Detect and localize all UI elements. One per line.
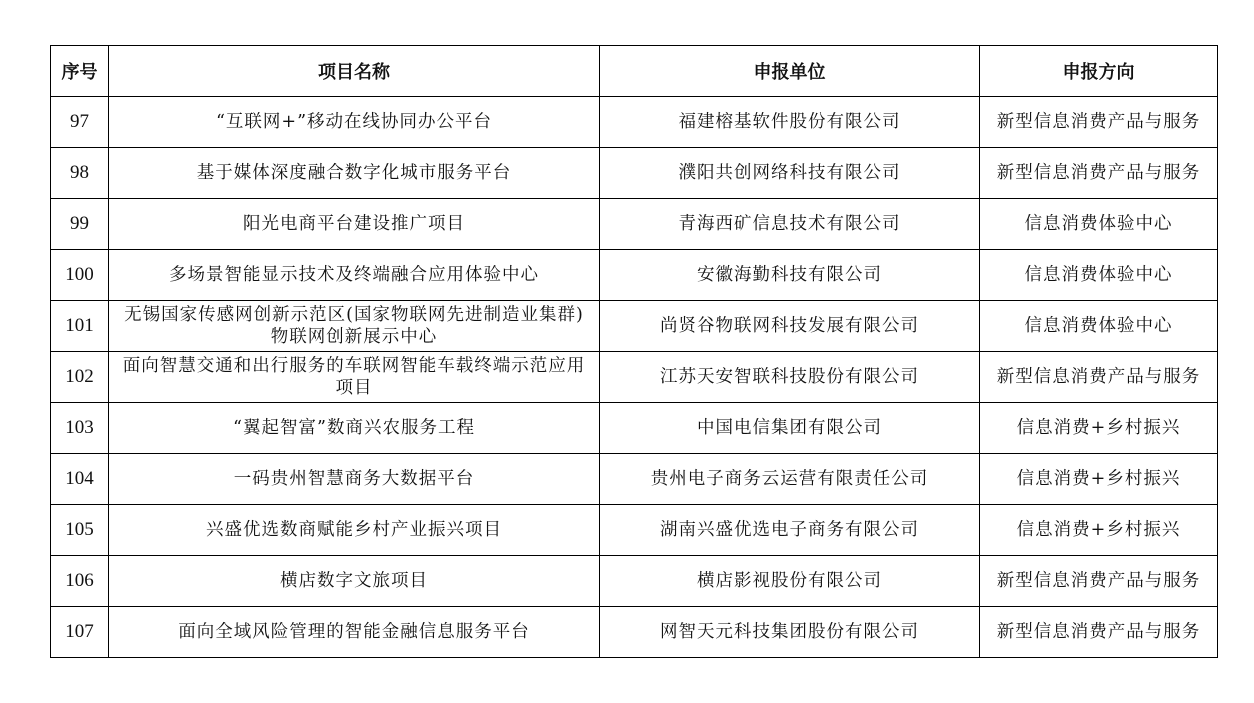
cell-serial-number: 105	[51, 505, 109, 556]
cell-applicant-unit: 横店影视股份有限公司	[600, 556, 980, 607]
cell-direction: 新型信息消费产品与服务	[980, 148, 1218, 199]
cell-direction: 新型信息消费产品与服务	[980, 352, 1218, 403]
header-direction: 申报方向	[980, 46, 1218, 97]
cell-serial-number: 107	[51, 607, 109, 658]
table-row	[51, 607, 1218, 658]
header-serial-number: 序号	[51, 46, 109, 97]
cell-project-name: 无锡国家传感网创新示范区(国家物联网先进制造业集群)物联网创新展示中心	[109, 301, 600, 352]
cell-serial-number: 99	[51, 199, 109, 250]
table-row	[51, 454, 1218, 505]
cell-applicant-unit: 尚贤谷物联网科技发展有限公司	[600, 301, 980, 352]
cell-applicant-unit: 贵州电子商务云运营有限责任公司	[600, 454, 980, 505]
cell-applicant-unit: 江苏天安智联科技股份有限公司	[600, 352, 980, 403]
cell-project-name: “翼起智富”数商兴农服务工程	[109, 403, 600, 454]
cell-applicant-unit: 安徽海勤科技有限公司	[600, 250, 980, 301]
cell-project-name: 阳光电商平台建设推广项目	[109, 199, 600, 250]
cell-applicant-unit: 青海西矿信息技术有限公司	[600, 199, 980, 250]
cell-project-name: 面向智慧交通和出行服务的车联网智能车载终端示范应用项目	[109, 352, 600, 403]
cell-serial-number: 97	[51, 97, 109, 148]
table-row	[51, 301, 1218, 352]
cell-direction: 信息消费+乡村振兴	[980, 403, 1218, 454]
table-body	[51, 97, 1218, 658]
project-table	[50, 45, 1218, 658]
cell-direction: 信息消费体验中心	[980, 301, 1218, 352]
cell-project-name: 横店数字文旅项目	[109, 556, 600, 607]
cell-direction: 新型信息消费产品与服务	[980, 97, 1218, 148]
cell-project-name: “互联网+”移动在线协同办公平台	[109, 97, 600, 148]
cell-direction: 信息消费+乡村振兴	[980, 505, 1218, 556]
cell-applicant-unit: 网智天元科技集团股份有限公司	[600, 607, 980, 658]
cell-project-name: 兴盛优选数商赋能乡村产业振兴项目	[109, 505, 600, 556]
cell-applicant-unit: 濮阳共创网络科技有限公司	[600, 148, 980, 199]
table-row	[51, 352, 1218, 403]
table-row	[51, 556, 1218, 607]
cell-serial-number: 106	[51, 556, 109, 607]
table-row	[51, 250, 1218, 301]
cell-serial-number: 102	[51, 352, 109, 403]
cell-direction: 新型信息消费产品与服务	[980, 607, 1218, 658]
table-row	[51, 148, 1218, 199]
cell-serial-number: 100	[51, 250, 109, 301]
table-row	[51, 505, 1218, 556]
table-header	[51, 46, 1218, 97]
table-row	[51, 199, 1218, 250]
cell-project-name: 基于媒体深度融合数字化城市服务平台	[109, 148, 600, 199]
cell-serial-number: 101	[51, 301, 109, 352]
cell-serial-number: 103	[51, 403, 109, 454]
cell-project-name: 多场景智能显示技术及终端融合应用体验中心	[109, 250, 600, 301]
cell-serial-number: 104	[51, 454, 109, 505]
table-row	[51, 403, 1218, 454]
header-row	[51, 46, 1218, 97]
cell-serial-number: 98	[51, 148, 109, 199]
cell-direction: 信息消费体验中心	[980, 250, 1218, 301]
cell-direction: 信息消费+乡村振兴	[980, 454, 1218, 505]
cell-project-name: 面向全域风险管理的智能金融信息服务平台	[109, 607, 600, 658]
cell-direction: 信息消费体验中心	[980, 199, 1218, 250]
cell-applicant-unit: 中国电信集团有限公司	[600, 403, 980, 454]
cell-applicant-unit: 福建榕基软件股份有限公司	[600, 97, 980, 148]
header-project-name: 项目名称	[109, 46, 600, 97]
cell-direction: 新型信息消费产品与服务	[980, 556, 1218, 607]
table-row	[51, 97, 1218, 148]
header-applicant-unit: 申报单位	[600, 46, 980, 97]
cell-project-name: 一码贵州智慧商务大数据平台	[109, 454, 600, 505]
cell-applicant-unit: 湖南兴盛优选电子商务有限公司	[600, 505, 980, 556]
